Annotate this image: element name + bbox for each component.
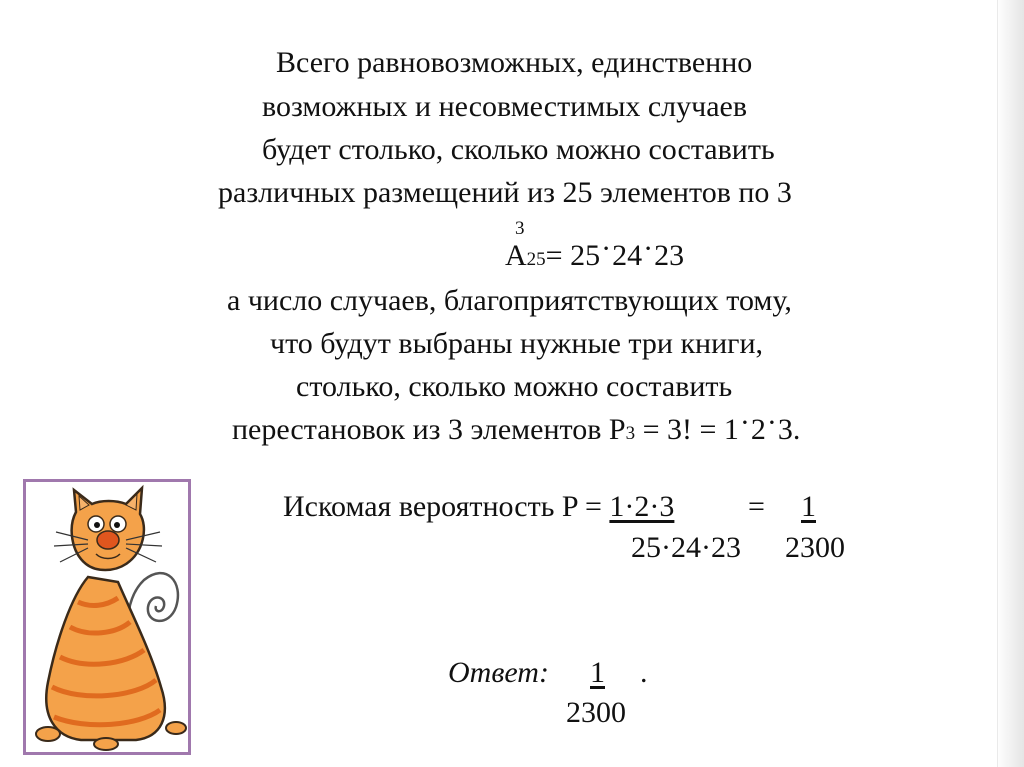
- probability-equals: =: [748, 490, 765, 523]
- formula-equals: = 25: [545, 239, 601, 272]
- formula-letter: A: [505, 239, 527, 272]
- text-line-1: Всего равновозможных, единственно: [276, 46, 753, 79]
- permutations-prefix: перестановок из 3 элементов P: [232, 413, 626, 446]
- slide-edge-shadow: [996, 0, 1024, 767]
- probability-result-denominator: 2300: [785, 531, 845, 564]
- answer-denominator: 2300: [566, 696, 626, 729]
- probability-line: [283, 490, 674, 524]
- cat-icon: [26, 482, 188, 752]
- permutations-three: 3.: [777, 413, 801, 446]
- formula-n3: 23: [654, 239, 685, 272]
- formula-arrangements: [505, 232, 685, 277]
- answer-label: Ответ:: [448, 656, 549, 689]
- permutations-subscript: 3: [625, 423, 636, 444]
- answer-period: .: [640, 656, 648, 689]
- probability-result-numerator: 1: [801, 490, 816, 523]
- permutations-equation: = 3! = 1: [635, 413, 739, 446]
- text-line-4: различных размещений из 25 элементов по 3: [218, 176, 792, 209]
- multiplication-dot: ·: [643, 232, 654, 265]
- text-line-8: [232, 406, 801, 451]
- cat-illustration-frame: [23, 479, 191, 755]
- text-line-3: будет столько, сколько можно составить: [262, 133, 775, 166]
- multiplication-dot: ·: [601, 232, 612, 265]
- multiplication-dot: ·: [739, 406, 750, 439]
- formula-n2: 24: [612, 239, 643, 272]
- formula-subscript: 25: [526, 249, 546, 270]
- text-line-6: что будут выбраны нужные три книги,: [270, 327, 764, 360]
- multiplication-dot: ·: [766, 406, 777, 439]
- probability-numerator: 1·2·3: [609, 490, 675, 523]
- text-line-2: возможных и несовместимых случаев: [262, 90, 748, 123]
- formula-superscript: 3: [515, 218, 525, 239]
- probability-label: Искомая вероятность P =: [283, 490, 610, 523]
- answer-numerator: 1: [590, 656, 605, 689]
- text-line-5: а число случаев, благоприятствующих тому,: [227, 284, 792, 317]
- text-line-7: столько, сколько можно составить: [296, 370, 733, 403]
- probability-denominator: 25·24·23: [631, 531, 741, 564]
- slide-edge-line: [997, 0, 998, 767]
- permutations-two: 2: [750, 413, 766, 446]
